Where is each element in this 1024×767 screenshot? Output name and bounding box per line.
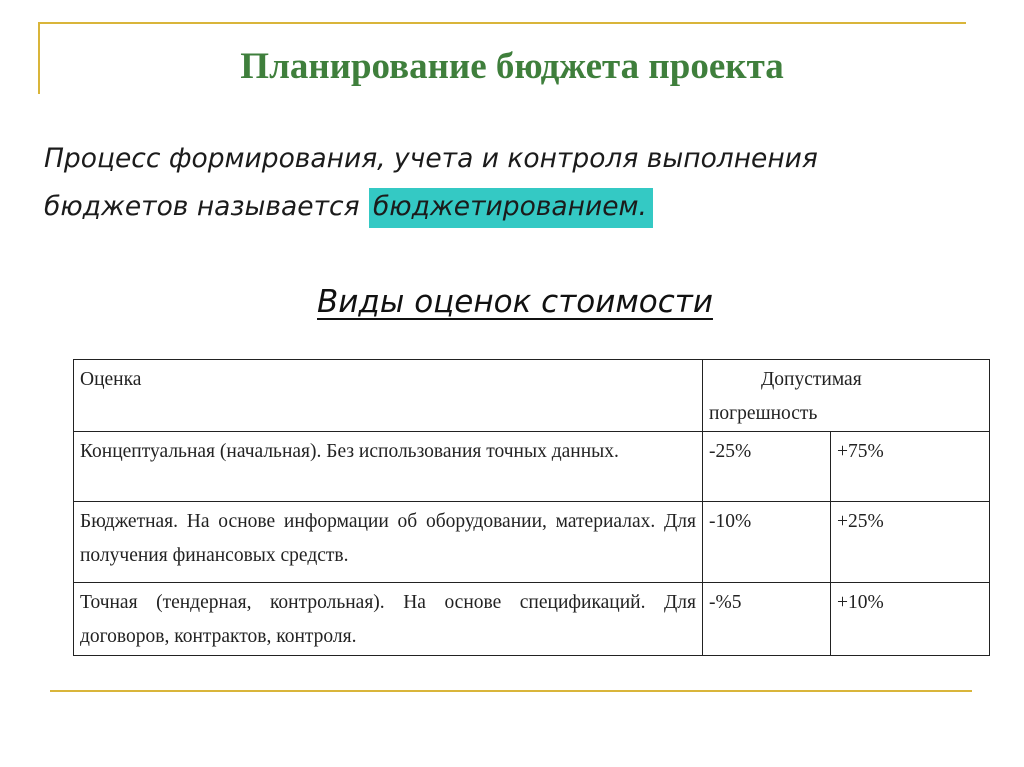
row-description: Бюджетная. На основе информации об оборудовании, материалах. Для получения финансовых средств. [74,502,703,583]
row-error-low: -%5 [703,583,831,656]
row-error-high: +25% [831,502,990,583]
top-border-line [38,22,966,24]
row-error-low: -25% [703,432,831,502]
table-row [74,583,990,656]
table-row [74,502,990,583]
row-error-high: +10% [831,583,990,656]
header-estimate-cell: Оценка [74,360,703,432]
header-error-line-1: Допустимая [761,369,862,390]
table-header-row [74,360,990,432]
row-description: Точная (тендерная, контрольная). На основе спецификаций. Для договоров, контрактов, контроля. [74,583,703,656]
highlighted-term: бюджетированием. [369,188,653,228]
header-error-cell [703,360,990,432]
row-error-high: +75% [831,432,990,502]
row-error-low: -10% [703,502,831,583]
bottom-border-line [50,690,972,692]
table-row [74,432,990,502]
definition-text [44,135,1014,231]
definition-line-2 [44,183,1014,231]
definition-line-2-plain: бюджетов называется [44,191,368,222]
subtitle: Виды оценок стоимости [317,284,713,320]
definition-line-1: Процесс формирования, учета и контроля выполнения [44,143,818,174]
row-description: Концептуальная (начальная). Без использования точных данных. [74,432,703,502]
cost-estimates-table [73,359,990,656]
slide-title: Планирование бюджета проекта [240,46,784,87]
header-error-line-2: погрешность [709,403,818,424]
